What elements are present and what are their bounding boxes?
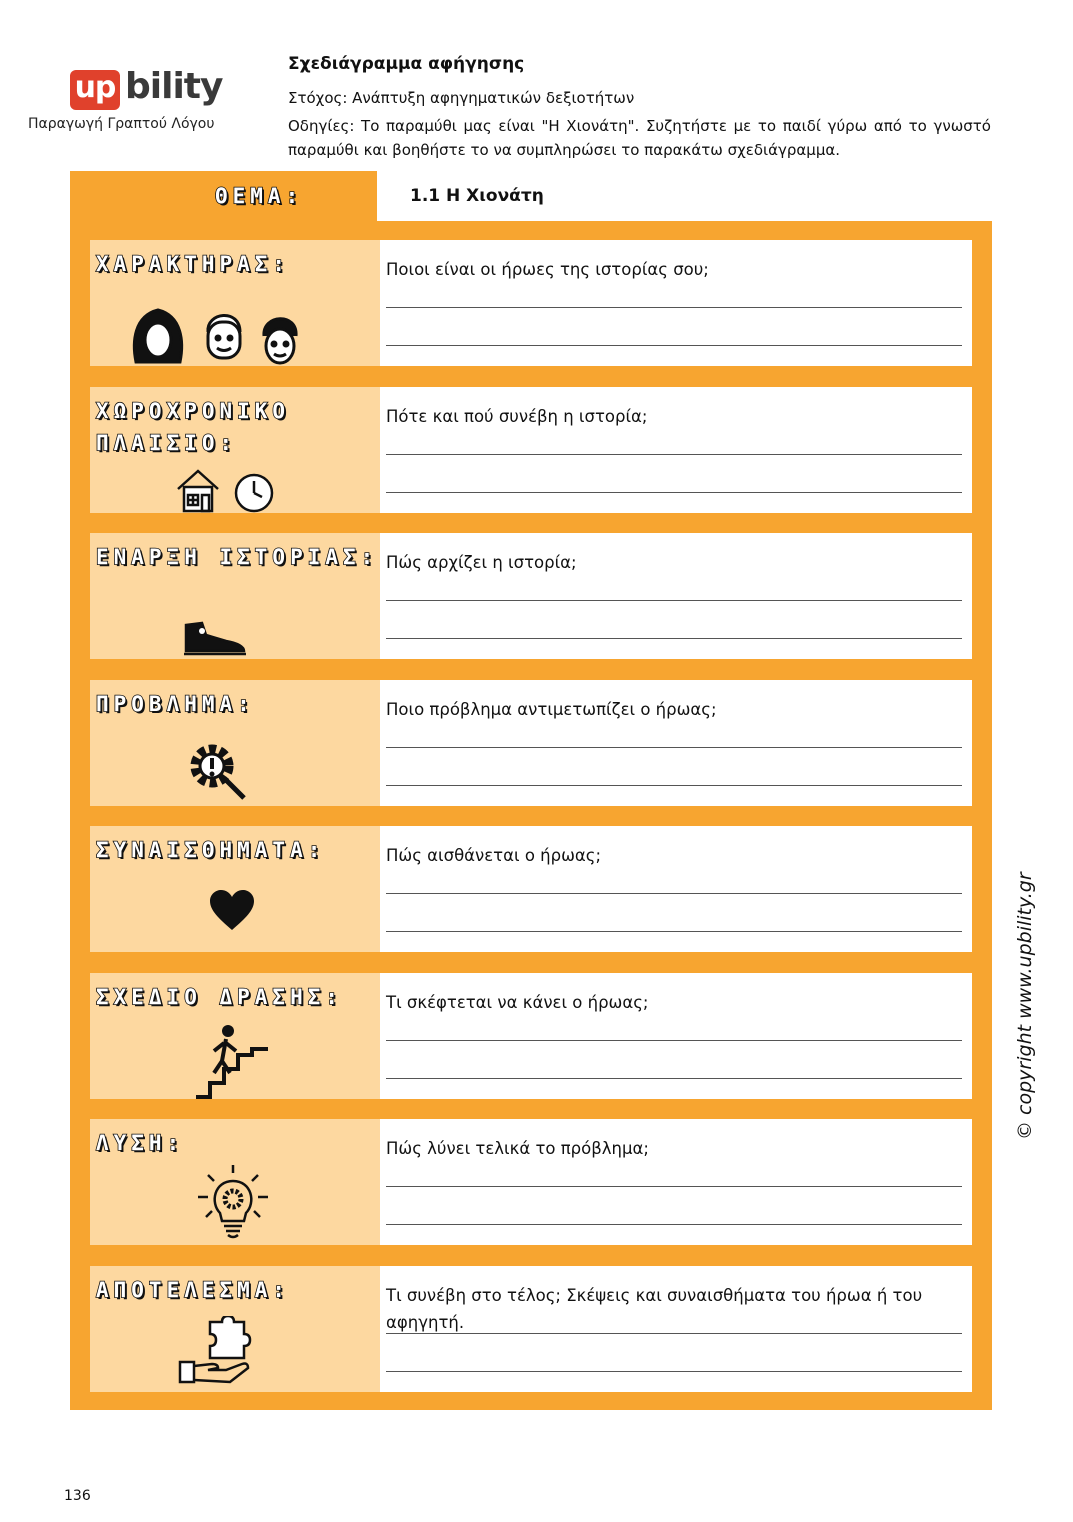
section-answer-panel: [380, 240, 972, 366]
goal-text: Στόχος: Ανάπτυξη αφηγηματικών δεξιοτήτων: [288, 89, 635, 107]
section-label: ΑΠΟΤΕΛΕΣΜΑ:: [96, 1278, 291, 1302]
section-label: ΕΝΑΡΞΗ ΙΣΤΟΡΙΑΣ:: [96, 545, 379, 569]
answer-line[interactable]: [386, 1040, 962, 1041]
section-problem: [90, 680, 972, 806]
answer-line[interactable]: [386, 1186, 962, 1187]
section-answer-panel: [380, 826, 972, 952]
answer-line[interactable]: [386, 747, 962, 748]
stairs-climber-icon: [196, 1023, 270, 1099]
house-clock-icon: [174, 467, 284, 513]
answer-line[interactable]: [386, 345, 962, 346]
answer-line[interactable]: [386, 307, 962, 308]
section-action-plan: [90, 973, 972, 1099]
section-question: Τι συνέβη στο τέλος; Σκέψεις και συναισθήματα του ήρωα ή του αφηγητή.: [386, 1286, 923, 1332]
page-number: 136: [64, 1488, 91, 1504]
answer-line[interactable]: [386, 1078, 962, 1079]
answer-line[interactable]: [386, 600, 962, 601]
answer-line[interactable]: [386, 492, 962, 493]
section-answer-panel: [380, 973, 972, 1099]
section-label: ΛΥΣΗ:: [96, 1131, 185, 1155]
section-label-panel: [90, 1119, 380, 1245]
answer-line[interactable]: [386, 893, 962, 894]
answer-line[interactable]: [386, 1371, 962, 1372]
section-label: ΧΩΡΟΧΡΟΝΙΚΟ ΠΛΑΙΣΙΟ:: [96, 399, 291, 455]
section-question: Ποιο πρόβλημα αντιμετωπίζει ο ήρωας;: [386, 700, 717, 719]
section-question: Πώς λύνει τελικά το πρόβλημα;: [386, 1139, 649, 1158]
gear-wrench-icon: [188, 742, 250, 802]
page-title: Σχεδιάγραμμα αφήγησης: [288, 54, 525, 74]
puzzle-hand-icon: [178, 1316, 258, 1386]
section-label-panel: [90, 973, 380, 1099]
section-answer-panel: [380, 680, 972, 806]
section-label: ΣΧΕΔΙΟ ΔΡΑΣΗΣ:: [96, 985, 344, 1009]
section-question: Πώς αρχίζει η ιστορία;: [386, 553, 577, 572]
section-label-panel: [90, 826, 380, 952]
section-answer-panel: [380, 1119, 972, 1245]
lightbulb-icon: [196, 1163, 270, 1243]
section-answer-panel: [380, 1266, 972, 1392]
section-label: ΠΡΟΒΛΗΜΑ:: [96, 692, 255, 716]
logo-up-badge: up: [70, 70, 120, 110]
section-question: Πότε και πού συνέβη η ιστορία;: [386, 407, 648, 426]
theme-label: ΘΕΜΑ:: [215, 184, 304, 208]
answer-line[interactable]: [386, 1333, 962, 1334]
section-emotions: [90, 826, 972, 952]
answer-line[interactable]: [386, 454, 962, 455]
copyright-text: © copyright www.upbility.gr: [1014, 872, 1036, 1140]
section-label-panel: [90, 1266, 380, 1392]
upbility-logo: [70, 66, 223, 114]
section-outcome: [90, 1266, 972, 1392]
section-solution: [90, 1119, 972, 1245]
theme-value: 1.1 Η Χιονάτη: [410, 186, 544, 206]
answer-line[interactable]: [386, 931, 962, 932]
characters-icon: [128, 302, 318, 366]
sneaker-icon: [182, 619, 248, 657]
answer-line[interactable]: [386, 1224, 962, 1225]
section-question: Τι σκέφτεται να κάνει ο ήρωας;: [386, 993, 649, 1012]
section-answer-panel: [380, 387, 972, 513]
section-characters: [90, 240, 972, 366]
instructions-text: Οδηγίες: Το παραμύθι μας είναι "Η Χιονάτη". Συζητήστε με το παιδί γύρω από το γνωστό παραμύθι και βοηθήστε το να συμπληρώσει το παρακάτω σχεδιάγραμμα.: [288, 117, 991, 159]
section-answer-panel: [380, 533, 972, 659]
brand-subtitle: Παραγωγή Γραπτού Λόγου: [28, 116, 215, 132]
answer-line[interactable]: [386, 638, 962, 639]
section-label-panel: [90, 240, 380, 366]
logo-bility-text: bility: [125, 66, 223, 107]
section-question: Πώς αισθάνεται ο ήρωας;: [386, 846, 602, 865]
section-story-start: [90, 533, 972, 659]
section-setting: [90, 387, 972, 513]
section-label-panel: [90, 387, 380, 513]
section-label-panel: [90, 533, 380, 659]
section-label-panel: [90, 680, 380, 806]
section-question: Ποιοι είναι οι ήρωες της ιστορίας σου;: [386, 260, 709, 279]
section-label: ΣΥΝΑΙΣΘΗΜΑΤΑ:: [96, 838, 326, 862]
answer-line[interactable]: [386, 785, 962, 786]
heart-icon: [208, 888, 256, 932]
section-label: ΧΑΡΑΚΤΗΡΑΣ:: [96, 252, 291, 276]
